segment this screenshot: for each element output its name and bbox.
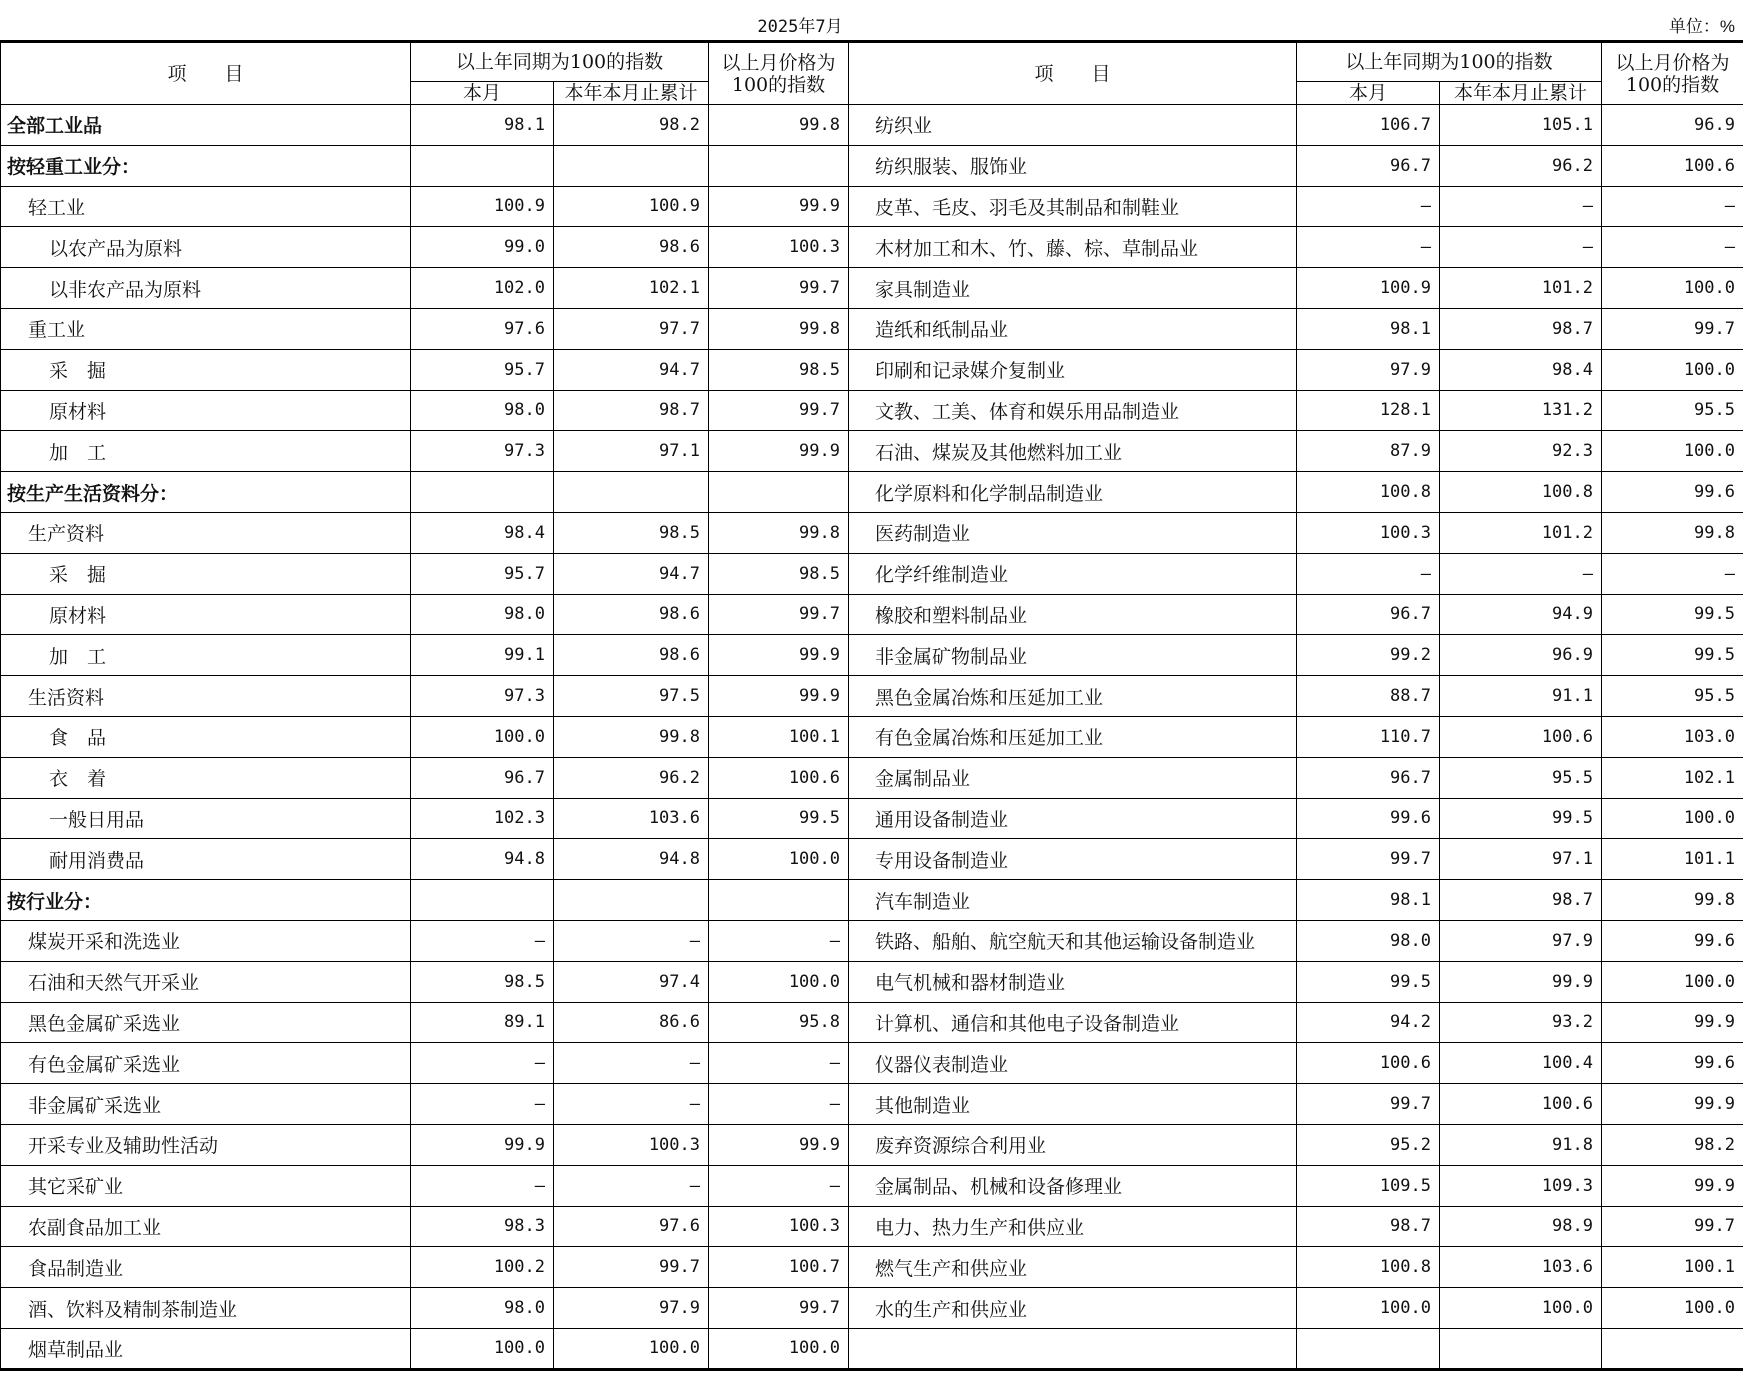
table-row [1, 186, 1743, 227]
left-ytd-value: 97.5 [554, 676, 709, 717]
right-item-name: 金属制品、机械和设备修理业 [849, 1165, 1297, 1206]
right-this-month-value: — [1297, 227, 1440, 268]
left-mom-value: 99.8 [709, 105, 849, 146]
left-ytd-value: 98.2 [554, 105, 709, 146]
table-row [1, 145, 1743, 186]
left-ytd-value [554, 145, 709, 186]
right-this-month-value: 98.7 [1297, 1206, 1440, 1247]
header-mom-left: 以上月价格为100的指数 [709, 42, 849, 105]
table-row [1, 268, 1743, 309]
right-ytd-value: 91.1 [1440, 676, 1602, 717]
left-mom-value: 98.5 [709, 553, 849, 594]
left-mom-value [709, 472, 849, 513]
table-row [1, 1247, 1743, 1288]
left-item-name: 开采专业及辅助性活动 [1, 1124, 411, 1165]
right-item-name: 文教、工美、体育和娱乐用品制造业 [849, 390, 1297, 431]
left-mom-value: 95.8 [709, 1002, 849, 1043]
right-item-name: 石油、煤炭及其他燃料加工业 [849, 431, 1297, 472]
left-ytd-value: 97.1 [554, 431, 709, 472]
right-ytd-value: 131.2 [1440, 390, 1602, 431]
header-mom-right: 以上月价格为100的指数 [1602, 42, 1743, 105]
table-row [1, 390, 1743, 431]
unit-label: 单位：% [1668, 17, 1735, 36]
right-ytd-value: 100.4 [1440, 1043, 1602, 1084]
right-mom-value: 99.7 [1602, 308, 1743, 349]
right-ytd-value: 91.8 [1440, 1124, 1602, 1165]
table-row [1, 798, 1743, 839]
left-this-month-value: 98.0 [411, 390, 554, 431]
left-ytd-value: 98.6 [554, 227, 709, 268]
right-item-name [849, 1328, 1297, 1369]
period-label: 2025年7月 [757, 17, 843, 37]
left-this-month-value: 98.4 [411, 512, 554, 553]
right-this-month-value: 99.7 [1297, 1084, 1440, 1125]
table-row [1, 1124, 1743, 1165]
right-item-name: 橡胶和塑料制品业 [849, 594, 1297, 635]
left-ytd-value: 97.7 [554, 308, 709, 349]
left-this-month-value: 99.1 [411, 635, 554, 676]
right-mom-value: 100.0 [1602, 268, 1743, 309]
right-item-name: 燃气生产和供应业 [849, 1247, 1297, 1288]
left-ytd-value: 102.1 [554, 268, 709, 309]
right-ytd-value: 103.6 [1440, 1247, 1602, 1288]
table-row [1, 512, 1743, 553]
left-mom-value: 99.7 [709, 1288, 849, 1329]
table-row [1, 880, 1743, 921]
table-row [1, 716, 1743, 757]
left-ytd-value: 98.7 [554, 390, 709, 431]
header-item-right: 项 目 [849, 42, 1297, 105]
right-this-month-value: 100.9 [1297, 268, 1440, 309]
left-ytd-value: 94.7 [554, 349, 709, 390]
table-row [1, 227, 1743, 268]
left-mom-value: — [709, 1084, 849, 1125]
left-this-month-value [411, 472, 554, 513]
right-ytd-value: 105.1 [1440, 105, 1602, 146]
table-header [1, 42, 1743, 105]
left-mom-value: 100.1 [709, 716, 849, 757]
right-this-month-value: 99.7 [1297, 839, 1440, 880]
left-this-month-value: 97.3 [411, 676, 554, 717]
left-this-month-value [411, 880, 554, 921]
right-mom-value: 103.0 [1602, 716, 1743, 757]
right-mom-value: 100.0 [1602, 431, 1743, 472]
left-mom-value: 100.0 [709, 1328, 849, 1369]
left-ytd-value: — [554, 920, 709, 961]
left-mom-value: 99.7 [709, 390, 849, 431]
left-ytd-value: 98.6 [554, 635, 709, 676]
left-ytd-value: 86.6 [554, 1002, 709, 1043]
left-mom-value: 100.0 [709, 839, 849, 880]
right-mom-value: 95.5 [1602, 676, 1743, 717]
left-mom-value: — [709, 1043, 849, 1084]
left-this-month-value: 98.3 [411, 1206, 554, 1247]
right-this-month-value: 98.1 [1297, 880, 1440, 921]
right-ytd-value: 98.9 [1440, 1206, 1602, 1247]
right-this-month-value: 98.0 [1297, 920, 1440, 961]
left-ytd-value: 103.6 [554, 798, 709, 839]
right-mom-value: 99.9 [1602, 1002, 1743, 1043]
left-mom-value: 99.9 [709, 186, 849, 227]
right-item-name: 非金属矿物制品业 [849, 635, 1297, 676]
right-ytd-value: 97.1 [1440, 839, 1602, 880]
left-this-month-value: 98.1 [411, 105, 554, 146]
right-mom-value: 99.6 [1602, 1043, 1743, 1084]
right-item-name: 通用设备制造业 [849, 798, 1297, 839]
left-item-name: 煤炭开采和洗选业 [1, 920, 411, 961]
right-ytd-value: 96.9 [1440, 635, 1602, 676]
right-ytd-value: 97.9 [1440, 920, 1602, 961]
right-ytd-value: 94.9 [1440, 594, 1602, 635]
left-ytd-value: — [554, 1165, 709, 1206]
right-mom-value: — [1602, 227, 1743, 268]
table-row [1, 1043, 1743, 1084]
left-mom-value: 99.9 [709, 635, 849, 676]
right-ytd-value: 99.5 [1440, 798, 1602, 839]
left-ytd-value: 97.4 [554, 961, 709, 1002]
right-item-name: 皮革、毛皮、羽毛及其制品和制鞋业 [849, 186, 1297, 227]
left-mom-value [709, 880, 849, 921]
right-item-name: 化学原料和化学制品制造业 [849, 472, 1297, 513]
right-this-month-value: 95.2 [1297, 1124, 1440, 1165]
left-this-month-value: — [411, 1084, 554, 1125]
right-ytd-value: 101.2 [1440, 512, 1602, 553]
table-row [1, 105, 1743, 146]
table-row [1, 961, 1743, 1002]
right-mom-value: 100.1 [1602, 1247, 1743, 1288]
right-mom-value: — [1602, 186, 1743, 227]
right-this-month-value: 99.5 [1297, 961, 1440, 1002]
left-ytd-value: 94.8 [554, 839, 709, 880]
left-item-name: 耐用消费品 [1, 839, 411, 880]
header-ytd-right: 本年本月止累计 [1440, 82, 1602, 105]
left-this-month-value: 95.7 [411, 553, 554, 594]
right-item-name: 仪器仪表制造业 [849, 1043, 1297, 1084]
right-item-name: 电气机械和器材制造业 [849, 961, 1297, 1002]
right-mom-value: 99.9 [1602, 1165, 1743, 1206]
left-item-name: 生产资料 [1, 512, 411, 553]
left-ytd-value: 100.9 [554, 186, 709, 227]
table-row [1, 757, 1743, 798]
right-this-month-value: 88.7 [1297, 676, 1440, 717]
left-this-month-value: 99.9 [411, 1124, 554, 1165]
left-mom-value: 100.3 [709, 227, 849, 268]
table-row [1, 635, 1743, 676]
left-item-name: 采 掘 [1, 349, 411, 390]
left-this-month-value: 100.0 [411, 1328, 554, 1369]
header-item-left: 项 目 [1, 42, 411, 105]
table-row [1, 839, 1743, 880]
left-ytd-value: 100.3 [554, 1124, 709, 1165]
header-this-month-right: 本月 [1297, 82, 1440, 105]
left-this-month-value: 97.3 [411, 431, 554, 472]
right-item-name: 木材加工和木、竹、藤、棕、草制品业 [849, 227, 1297, 268]
left-ytd-value: — [554, 1084, 709, 1125]
left-item-name: 酒、饮料及精制茶制造业 [1, 1288, 411, 1329]
right-mom-value: 98.2 [1602, 1124, 1743, 1165]
left-this-month-value: 95.7 [411, 349, 554, 390]
right-item-name: 废弃资源综合利用业 [849, 1124, 1297, 1165]
right-item-name: 医药制造业 [849, 512, 1297, 553]
right-item-name: 计算机、通信和其他电子设备制造业 [849, 1002, 1297, 1043]
right-this-month-value: 96.7 [1297, 594, 1440, 635]
right-this-month-value: 99.2 [1297, 635, 1440, 676]
left-item-name: 加 工 [1, 635, 411, 676]
table-row [1, 1002, 1743, 1043]
left-mom-value: 99.9 [709, 676, 849, 717]
right-mom-value: 100.0 [1602, 349, 1743, 390]
left-item-name: 烟草制品业 [1, 1328, 411, 1369]
right-this-month-value: 97.9 [1297, 349, 1440, 390]
left-item-name: 重工业 [1, 308, 411, 349]
right-mom-value: 100.0 [1602, 1288, 1743, 1329]
right-ytd-value: — [1440, 553, 1602, 594]
left-ytd-value: 98.6 [554, 594, 709, 635]
left-item-name: 按轻重工业分： [1, 145, 411, 186]
right-ytd-value: 95.5 [1440, 757, 1602, 798]
right-ytd-value: 100.6 [1440, 1084, 1602, 1125]
right-ytd-value: 100.6 [1440, 716, 1602, 757]
left-item-name: 其它采矿业 [1, 1165, 411, 1206]
header-ytd-left: 本年本月止累计 [554, 82, 709, 105]
right-ytd-value: 93.2 [1440, 1002, 1602, 1043]
left-item-name: 生活资料 [1, 676, 411, 717]
right-this-month-value: 96.7 [1297, 757, 1440, 798]
right-this-month-value: 100.6 [1297, 1043, 1440, 1084]
left-this-month-value: 100.0 [411, 716, 554, 757]
right-ytd-value: 109.3 [1440, 1165, 1602, 1206]
left-mom-value: 99.5 [709, 798, 849, 839]
right-this-month-value: 100.3 [1297, 512, 1440, 553]
right-mom-value: 101.1 [1602, 839, 1743, 880]
left-item-name: 一般日用品 [1, 798, 411, 839]
left-this-month-value: 96.7 [411, 757, 554, 798]
left-mom-value: 99.8 [709, 512, 849, 553]
left-item-name: 农副食品加工业 [1, 1206, 411, 1247]
left-ytd-value: 94.7 [554, 553, 709, 594]
right-mom-value: 100.6 [1602, 145, 1743, 186]
right-item-name: 化学纤维制造业 [849, 553, 1297, 594]
left-this-month-value: — [411, 1165, 554, 1206]
left-mom-value: — [709, 1165, 849, 1206]
left-mom-value: 99.7 [709, 594, 849, 635]
right-this-month-value: 94.2 [1297, 1002, 1440, 1043]
right-mom-value: 99.7 [1602, 1206, 1743, 1247]
left-ytd-value: 99.8 [554, 716, 709, 757]
left-ytd-value: 97.6 [554, 1206, 709, 1247]
right-ytd-value: — [1440, 186, 1602, 227]
left-item-name: 加 工 [1, 431, 411, 472]
price-index-table [0, 40, 1743, 1371]
table-row [1, 472, 1743, 513]
right-item-name: 电力、热力生产和供应业 [849, 1206, 1297, 1247]
left-this-month-value: 97.6 [411, 308, 554, 349]
right-ytd-value: 100.0 [1440, 1288, 1602, 1329]
left-item-name: 以非农产品为原料 [1, 268, 411, 309]
right-ytd-value: — [1440, 227, 1602, 268]
right-mom-value: 99.6 [1602, 920, 1743, 961]
right-item-name: 印刷和记录媒介复制业 [849, 349, 1297, 390]
left-mom-value: 100.0 [709, 961, 849, 1002]
left-mom-value: 100.7 [709, 1247, 849, 1288]
right-ytd-value: 98.4 [1440, 349, 1602, 390]
right-this-month-value: — [1297, 553, 1440, 594]
right-mom-value: 99.5 [1602, 594, 1743, 635]
left-item-name: 非金属矿采选业 [1, 1084, 411, 1125]
left-item-name: 采 掘 [1, 553, 411, 594]
right-this-month-value: 100.0 [1297, 1288, 1440, 1329]
left-this-month-value: 98.0 [411, 594, 554, 635]
left-item-name: 以农产品为原料 [1, 227, 411, 268]
right-this-month-value: 100.8 [1297, 472, 1440, 513]
right-mom-value: 99.5 [1602, 635, 1743, 676]
left-item-name: 按生产生活资料分： [1, 472, 411, 513]
right-item-name: 汽车制造业 [849, 880, 1297, 921]
table-row [1, 1206, 1743, 1247]
left-item-name: 全部工业品 [1, 105, 411, 146]
left-ytd-value: 99.7 [554, 1247, 709, 1288]
table-row [1, 431, 1743, 472]
right-mom-value: 100.0 [1602, 798, 1743, 839]
right-item-name: 铁路、船舶、航空航天和其他运输设备制造业 [849, 920, 1297, 961]
left-item-name: 食品制造业 [1, 1247, 411, 1288]
table-row [1, 1165, 1743, 1206]
right-ytd-value: 100.8 [1440, 472, 1602, 513]
right-ytd-value: 98.7 [1440, 880, 1602, 921]
left-mom-value [709, 145, 849, 186]
left-mom-value: 99.7 [709, 268, 849, 309]
right-mom-value: 96.9 [1602, 105, 1743, 146]
right-item-name: 纺织业 [849, 105, 1297, 146]
right-ytd-value: 101.2 [1440, 268, 1602, 309]
right-this-month-value: — [1297, 186, 1440, 227]
right-this-month-value: 87.9 [1297, 431, 1440, 472]
table-row [1, 349, 1743, 390]
table-row [1, 594, 1743, 635]
left-item-name: 衣 着 [1, 757, 411, 798]
header-yoy-right: 以上年同期为100的指数 [1297, 42, 1602, 82]
right-this-month-value: 96.7 [1297, 145, 1440, 186]
header-this-month-left: 本月 [411, 82, 554, 105]
right-item-name: 专用设备制造业 [849, 839, 1297, 880]
left-item-name: 食 品 [1, 716, 411, 757]
left-ytd-value [554, 472, 709, 513]
right-this-month-value [1297, 1328, 1440, 1369]
left-ytd-value: — [554, 1043, 709, 1084]
right-item-name: 金属制品业 [849, 757, 1297, 798]
right-item-name: 黑色金属冶炼和压延加工业 [849, 676, 1297, 717]
left-this-month-value: 89.1 [411, 1002, 554, 1043]
right-this-month-value: 98.1 [1297, 308, 1440, 349]
left-ytd-value: 96.2 [554, 757, 709, 798]
left-this-month-value [411, 145, 554, 186]
left-item-name: 黑色金属矿采选业 [1, 1002, 411, 1043]
table-row [1, 1328, 1743, 1369]
right-this-month-value: 109.5 [1297, 1165, 1440, 1206]
right-item-name: 其他制造业 [849, 1084, 1297, 1125]
left-ytd-value: 98.5 [554, 512, 709, 553]
left-mom-value: 100.6 [709, 757, 849, 798]
right-mom-value [1602, 1328, 1743, 1369]
left-this-month-value: 99.0 [411, 227, 554, 268]
table-body [1, 105, 1743, 1370]
right-mom-value: 99.6 [1602, 472, 1743, 513]
left-mom-value: 99.8 [709, 308, 849, 349]
left-this-month-value: — [411, 920, 554, 961]
left-ytd-value [554, 880, 709, 921]
right-ytd-value: 96.2 [1440, 145, 1602, 186]
left-this-month-value: 102.3 [411, 798, 554, 839]
left-this-month-value: 98.0 [411, 1288, 554, 1329]
right-this-month-value: 106.7 [1297, 105, 1440, 146]
left-item-name: 原材料 [1, 594, 411, 635]
right-item-name: 有色金属冶炼和压延加工业 [849, 716, 1297, 757]
left-this-month-value: 102.0 [411, 268, 554, 309]
left-this-month-value: 94.8 [411, 839, 554, 880]
left-ytd-value: 100.0 [554, 1328, 709, 1369]
right-mom-value: 95.5 [1602, 390, 1743, 431]
right-mom-value: 99.9 [1602, 1084, 1743, 1125]
table-row [1, 1084, 1743, 1125]
left-mom-value: — [709, 920, 849, 961]
table-row [1, 1288, 1743, 1329]
left-item-name: 按行业分： [1, 880, 411, 921]
right-mom-value: 99.8 [1602, 880, 1743, 921]
left-item-name: 石油和天然气开采业 [1, 961, 411, 1002]
right-ytd-value: 99.9 [1440, 961, 1602, 1002]
right-item-name: 水的生产和供应业 [849, 1288, 1297, 1329]
left-mom-value: 98.5 [709, 349, 849, 390]
right-mom-value: 99.8 [1602, 512, 1743, 553]
table-caption [0, 0, 1743, 38]
table-row [1, 676, 1743, 717]
left-this-month-value: 100.9 [411, 186, 554, 227]
right-this-month-value: 110.7 [1297, 716, 1440, 757]
header-yoy-left: 以上年同期为100的指数 [411, 42, 709, 82]
left-ytd-value: 97.9 [554, 1288, 709, 1329]
left-item-name: 轻工业 [1, 186, 411, 227]
left-mom-value: 99.9 [709, 1124, 849, 1165]
table-row [1, 308, 1743, 349]
right-mom-value: — [1602, 553, 1743, 594]
right-this-month-value: 128.1 [1297, 390, 1440, 431]
left-item-name: 原材料 [1, 390, 411, 431]
left-item-name: 有色金属矿采选业 [1, 1043, 411, 1084]
right-this-month-value: 99.6 [1297, 798, 1440, 839]
right-item-name: 家具制造业 [849, 268, 1297, 309]
left-mom-value: 99.9 [709, 431, 849, 472]
right-ytd-value: 98.7 [1440, 308, 1602, 349]
right-ytd-value [1440, 1328, 1602, 1369]
right-this-month-value: 100.8 [1297, 1247, 1440, 1288]
right-mom-value: 102.1 [1602, 757, 1743, 798]
left-this-month-value: 100.2 [411, 1247, 554, 1288]
left-this-month-value: — [411, 1043, 554, 1084]
right-item-name: 造纸和纸制品业 [849, 308, 1297, 349]
right-mom-value: 100.0 [1602, 961, 1743, 1002]
table-row [1, 920, 1743, 961]
table-row [1, 553, 1743, 594]
right-item-name: 纺织服装、服饰业 [849, 145, 1297, 186]
left-this-month-value: 98.5 [411, 961, 554, 1002]
right-ytd-value: 92.3 [1440, 431, 1602, 472]
left-mom-value: 100.3 [709, 1206, 849, 1247]
